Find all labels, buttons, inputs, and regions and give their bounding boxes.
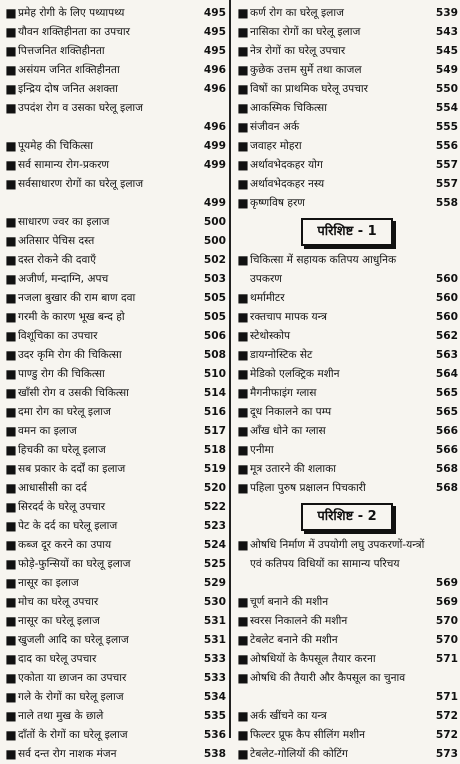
- bullet-icon: ■: [237, 101, 249, 115]
- entry-page-number: 496: [203, 83, 226, 95]
- entry-title: दस्त रोकने की दवाएँ: [18, 254, 96, 266]
- entry-title: थर्मामीटर: [250, 292, 285, 304]
- entry-page-number: 571: [435, 653, 458, 665]
- entry-page-number: 508: [203, 349, 226, 361]
- index-entry: [236, 536, 458, 593]
- entry-title: मेडिको एलक्ट्रिक मशीन: [250, 368, 340, 380]
- entry-title: वमन का इलाज: [18, 425, 77, 437]
- bullet-icon: ■: [5, 234, 17, 248]
- bullet-icon: ■: [5, 310, 17, 324]
- entry-title: विशूचिका का उपचार: [18, 330, 98, 342]
- bullet-icon: ■: [237, 63, 249, 77]
- index-entry: [4, 251, 226, 270]
- bullet-icon: ■: [237, 82, 249, 96]
- entry-title: दाँतों के रोगों का घरेलू इलाज: [18, 729, 128, 741]
- index-entry: [4, 61, 226, 80]
- entry-title: प्रमेह रोगी के लिए पथ्यापथ्य: [18, 7, 125, 19]
- entry-title: नेत्र रोगों का घरेलू उपचार: [250, 45, 346, 57]
- index-entry: [4, 574, 226, 593]
- bullet-icon: ■: [237, 633, 249, 647]
- entry-page-number: 569: [435, 577, 458, 589]
- bullet-icon: ■: [237, 481, 249, 495]
- entry-title: नासूर का घरेलू इलाज: [18, 615, 100, 627]
- entry-page-number: 566: [435, 425, 458, 437]
- index-entry: [4, 42, 226, 61]
- index-entry: [4, 213, 226, 232]
- index-entry: [236, 23, 458, 42]
- index-entry: [4, 4, 226, 23]
- entry-page-number: 563: [435, 349, 458, 361]
- index-entry: [4, 422, 226, 441]
- entry-page-number: 502: [203, 254, 226, 266]
- entry-title: कब्ज दूर करने का उपाय: [18, 539, 112, 551]
- bullet-icon: ■: [237, 25, 249, 39]
- index-entry: [4, 498, 226, 517]
- entry-title: चिकित्सा में सहायक कतिपय आधुनिक उपकरण: [250, 254, 397, 285]
- bullet-icon: ■: [5, 671, 17, 685]
- bullet-icon: ■: [5, 633, 17, 647]
- entry-title: नजला बुखार की राम बाण दवा: [18, 292, 136, 304]
- entry-page-number: 499: [203, 197, 226, 209]
- entry-title: टेबलेट बनाने की मशीन: [250, 634, 338, 646]
- index-entry: [4, 669, 226, 688]
- entry-page-number: 510: [203, 368, 226, 380]
- appendix-2-heading-wrap: [236, 500, 458, 534]
- index-entry: [4, 232, 226, 251]
- bullet-icon: ■: [5, 25, 17, 39]
- bullet-icon: ■: [5, 6, 17, 20]
- bullet-icon: ■: [237, 158, 249, 172]
- entry-title: अर्थावभेदकहर नस्य: [250, 178, 325, 190]
- index-entry: [4, 460, 226, 479]
- entry-page-number: 531: [203, 634, 226, 646]
- index-entry: [236, 99, 458, 118]
- bullet-icon: ■: [5, 291, 17, 305]
- entry-title: नाले तथा मुख के छाले: [18, 710, 104, 722]
- index-entry: [4, 517, 226, 536]
- appendix-2-heading: परिशिष्ट - 2: [301, 503, 392, 531]
- bullet-icon: ■: [5, 538, 17, 552]
- appendix-1-list: [236, 251, 458, 498]
- entry-title: आधासीसी का दर्द: [18, 482, 87, 494]
- entry-page-number: 529: [203, 577, 226, 589]
- bullet-icon: ■: [237, 329, 249, 343]
- index-entry: [236, 175, 458, 194]
- index-entry: [236, 118, 458, 137]
- bullet-icon: ■: [5, 367, 17, 381]
- index-entry: [4, 23, 226, 42]
- left-column: [4, 4, 226, 764]
- index-entry: [4, 346, 226, 365]
- entry-page-number: 517: [203, 425, 226, 437]
- entry-page-number: 572: [435, 729, 458, 741]
- entry-title: गरमी के कारण भूख बन्द हो: [18, 311, 125, 323]
- entry-page-number: 572: [435, 710, 458, 722]
- entry-page-number: 534: [203, 691, 226, 703]
- appendix-1-heading-wrap: [236, 215, 458, 249]
- bullet-icon: ■: [5, 500, 17, 514]
- entry-page-number: 505: [203, 311, 226, 323]
- entry-title: असंयम जनित शक्तिहीनता: [18, 64, 120, 76]
- bullet-icon: ■: [5, 462, 17, 476]
- entry-page-number: 549: [435, 64, 458, 76]
- bullet-icon: ■: [5, 690, 17, 704]
- index-entry: [236, 726, 458, 745]
- entry-page-number: 523: [203, 520, 226, 532]
- index-entry: [4, 688, 226, 707]
- entry-page-number: 506: [203, 330, 226, 342]
- index-entry: [236, 479, 458, 498]
- bullet-icon: ■: [237, 728, 249, 742]
- index-entry: [236, 61, 458, 80]
- entry-page-number: 535: [203, 710, 226, 722]
- index-entry: [4, 536, 226, 555]
- entry-title: पेट के दर्द का घरेलू इलाज: [18, 520, 118, 532]
- bullet-icon: ■: [237, 709, 249, 723]
- entry-title: संजीवन अर्क: [250, 121, 300, 133]
- bullet-icon: ■: [237, 671, 249, 685]
- entry-title: एकोता या छाजन का उपचार: [18, 672, 127, 684]
- entry-page-number: 550: [435, 83, 458, 95]
- entry-title: स्टेथोस्कोप: [250, 330, 290, 342]
- index-entry: [4, 327, 226, 346]
- index-entry: [236, 80, 458, 99]
- entry-title: चूर्ण बनाने की मशीन: [250, 596, 329, 608]
- entry-title: अतिसार पेचिस दस्त: [18, 235, 95, 247]
- entry-title: दूध निकालने का पम्प: [250, 406, 332, 418]
- index-entry: [236, 137, 458, 156]
- entry-page-number: 557: [435, 159, 458, 171]
- entry-title: खुजली आदि का घरेलू इलाज: [18, 634, 129, 646]
- entry-page-number: 503: [203, 273, 226, 285]
- entry-page-number: 560: [435, 273, 458, 285]
- bullet-icon: ■: [5, 519, 17, 533]
- entry-page-number: 525: [203, 558, 226, 570]
- entry-page-number: 522: [203, 501, 226, 513]
- bullet-icon: ■: [237, 310, 249, 324]
- bullet-icon: ■: [5, 177, 17, 191]
- bullet-icon: ■: [5, 63, 17, 77]
- entry-title: ओषधियों के कैपसूल तैयार करना: [250, 653, 376, 665]
- entry-title: पाण्डु रोग की चिकित्सा: [18, 368, 105, 380]
- index-entry: [4, 631, 226, 650]
- appendix-1-heading: परिशिष्ट - 1: [301, 218, 392, 246]
- index-entry: [236, 422, 458, 441]
- bullet-icon: ■: [5, 139, 17, 153]
- entry-title: दाद का घरेलू उपचार: [18, 653, 97, 665]
- index-entry: [236, 441, 458, 460]
- bullet-icon: ■: [5, 215, 17, 229]
- index-entry: [236, 707, 458, 726]
- entry-page-number: 530: [203, 596, 226, 608]
- index-entry: [4, 270, 226, 289]
- bullet-icon: ■: [5, 443, 17, 457]
- entry-page-number: 519: [203, 463, 226, 475]
- bullet-icon: ■: [237, 291, 249, 305]
- entry-page-number: 568: [435, 482, 458, 494]
- entry-page-number: 570: [435, 615, 458, 627]
- entry-title: कर्ण रोग का घरेलू इलाज: [250, 7, 344, 19]
- index-entry: [4, 137, 226, 156]
- index-entry: [236, 156, 458, 175]
- index-entry: [4, 441, 226, 460]
- index-entry: [4, 593, 226, 612]
- index-entry: [4, 289, 226, 308]
- index-entry: [4, 555, 226, 574]
- entry-title: रक्तचाप मापक यन्त्र: [250, 311, 327, 323]
- bullet-icon: ■: [237, 424, 249, 438]
- entry-page-number: 570: [435, 634, 458, 646]
- entry-title: मैगनीफाइंग ग्लास: [250, 387, 317, 399]
- bullet-icon: ■: [5, 728, 17, 742]
- entry-title: यौवन शक्तिहीनता का उपचार: [18, 26, 130, 38]
- bullet-icon: ■: [5, 101, 17, 115]
- entry-title: एनीमा: [250, 444, 274, 456]
- right-top-list: [236, 4, 458, 213]
- entry-page-number: 516: [203, 406, 226, 418]
- entry-title: आँख धोने का ग्लास: [250, 425, 326, 437]
- bullet-icon: ■: [5, 82, 17, 96]
- index-entry: [236, 669, 458, 707]
- entry-title: आकस्मिक चिकित्सा: [250, 102, 327, 114]
- bullet-icon: ■: [237, 139, 249, 153]
- entry-title: जवाहर मोहरा: [250, 140, 302, 152]
- entry-title: सब प्रकार के दर्दों का इलाज: [18, 463, 126, 475]
- index-entry: [4, 650, 226, 669]
- index-entry: [236, 745, 458, 764]
- entry-page-number: 505: [203, 292, 226, 304]
- bullet-icon: ■: [5, 557, 17, 571]
- bullet-icon: ■: [237, 405, 249, 419]
- index-entry: [236, 460, 458, 479]
- entry-title: स्वरस निकालने की मशीन: [250, 615, 348, 627]
- entry-title: पित्तजनित शक्तिहीनता: [18, 45, 105, 57]
- index-entry: [4, 156, 226, 175]
- bullet-icon: ■: [237, 348, 249, 362]
- index-entry: [236, 42, 458, 61]
- entry-title: पहिला पुरुष प्रक्षालन पिचकारी: [250, 482, 366, 494]
- entry-page-number: 569: [435, 596, 458, 608]
- entry-title: नासिका रोगों का घरेलू इलाज: [250, 26, 361, 38]
- bullet-icon: ■: [237, 652, 249, 666]
- entry-page-number: 536: [203, 729, 226, 741]
- bullet-icon: ■: [237, 44, 249, 58]
- index-entry: [4, 365, 226, 384]
- bullet-icon: ■: [237, 747, 249, 761]
- entry-page-number: 524: [203, 539, 226, 551]
- entry-page-number: 533: [203, 653, 226, 665]
- entry-title: अर्थावभेदकहर योग: [250, 159, 323, 171]
- entry-page-number: 495: [203, 45, 226, 57]
- entry-title: मोच का घरेलू उपचार: [18, 596, 99, 608]
- bullet-icon: ■: [237, 367, 249, 381]
- bullet-icon: ■: [5, 405, 17, 419]
- index-entry: [236, 327, 458, 346]
- index-entry: [236, 365, 458, 384]
- entry-title: ओषधि निर्माण में उपयोगी लघु उपकरणों-यन्त्रों एवं कतिपय विधियों का सामान्य परिचय: [250, 539, 425, 570]
- entry-page-number: 520: [203, 482, 226, 494]
- bullet-icon: ■: [237, 6, 249, 20]
- entry-title: विषों का प्राथमिक घरेलू उपचार: [250, 83, 369, 95]
- entry-page-number: 496: [203, 64, 226, 76]
- index-entry: [236, 631, 458, 650]
- entry-title: सर्वसाधारण रोगों का घरेलू इलाज: [18, 178, 144, 190]
- index-entry: [236, 251, 458, 289]
- index-entry: [4, 707, 226, 726]
- entry-page-number: 514: [203, 387, 226, 399]
- index-entry: [4, 175, 226, 213]
- entry-page-number: 558: [435, 197, 458, 209]
- bullet-icon: ■: [237, 177, 249, 191]
- index-entry: [4, 726, 226, 745]
- entry-title: अजीर्ण, मन्दाग्नि, अपच: [18, 273, 109, 285]
- entry-title: कुछेक उत्तम सुर्मे तथा काजल: [250, 64, 362, 76]
- entry-page-number: 568: [435, 463, 458, 475]
- entry-title: साधारण ज्वर का इलाज: [18, 216, 110, 228]
- index-entry: [4, 745, 226, 764]
- entry-page-number: 560: [435, 311, 458, 323]
- entry-page-number: 565: [435, 387, 458, 399]
- bullet-icon: ■: [5, 576, 17, 590]
- entry-page-number: 499: [203, 140, 226, 152]
- entry-page-number: 533: [203, 672, 226, 684]
- entry-title: पूयमेह की चिकित्सा: [18, 140, 94, 152]
- entry-title: गले के रोगों का घरेलू इलाज: [18, 691, 124, 703]
- bullet-icon: ■: [5, 709, 17, 723]
- entry-title: फिल्टर प्रूफ कैप सीलिंग मशीन: [250, 729, 365, 741]
- index-entry: [4, 403, 226, 422]
- bullet-icon: ■: [5, 272, 17, 286]
- index-entry: [236, 4, 458, 23]
- entry-title: सर्व सामान्य रोग-प्रकरण: [18, 159, 110, 171]
- entry-page-number: 543: [435, 26, 458, 38]
- entry-page-number: 500: [203, 235, 226, 247]
- bullet-icon: ■: [237, 443, 249, 457]
- index-entry: [236, 308, 458, 327]
- entry-page-number: 495: [203, 7, 226, 19]
- entry-title: उपदंश रोग व उसका घरेलू इलाज: [18, 102, 144, 114]
- entry-page-number: 565: [435, 406, 458, 418]
- entry-title: मूत्र उतारने की शलाका: [250, 463, 336, 475]
- entry-page-number: 571: [435, 691, 458, 703]
- bullet-icon: ■: [5, 158, 17, 172]
- index-entry: [236, 289, 458, 308]
- bullet-icon: ■: [237, 595, 249, 609]
- entry-page-number: 573: [435, 748, 458, 760]
- entry-page-number: 566: [435, 444, 458, 456]
- entry-page-number: 562: [435, 330, 458, 342]
- bullet-icon: ■: [5, 348, 17, 362]
- bullet-icon: ■: [237, 386, 249, 400]
- entry-page-number: 556: [435, 140, 458, 152]
- entry-page-number: 554: [435, 102, 458, 114]
- bullet-icon: ■: [5, 424, 17, 438]
- bullet-icon: ■: [5, 253, 17, 267]
- entry-title: टेबलेट-गोलियों की कोटिंग: [250, 748, 348, 760]
- entry-page-number: 531: [203, 615, 226, 627]
- bullet-icon: ■: [237, 253, 249, 267]
- bullet-icon: ■: [237, 196, 249, 210]
- index-entry: [4, 308, 226, 327]
- index-entry: [236, 612, 458, 631]
- index-entry: [236, 346, 458, 365]
- entry-page-number: 518: [203, 444, 226, 456]
- bullet-icon: ■: [5, 386, 17, 400]
- entry-title: डायग्नोस्टिक सेट: [250, 349, 313, 361]
- index-entry: [236, 593, 458, 612]
- entry-page-number: 557: [435, 178, 458, 190]
- entry-page-number: 495: [203, 26, 226, 38]
- entry-page-number: 499: [203, 159, 226, 171]
- index-entry: [236, 650, 458, 669]
- appendix-2-list: [236, 536, 458, 764]
- index-entry: [4, 384, 226, 403]
- entry-title: कृष्णविष हरण: [250, 197, 305, 209]
- index-entry: [236, 384, 458, 403]
- entry-title: नासूर का इलाज: [18, 577, 79, 589]
- entry-title: उदर कृमि रोग की चिकित्सा: [18, 349, 122, 361]
- entry-page-number: 500: [203, 216, 226, 228]
- bullet-icon: ■: [5, 747, 17, 761]
- index-entry: [4, 479, 226, 498]
- entry-title: अर्क खींचने का यन्त्र: [250, 710, 327, 722]
- index-entry: [236, 194, 458, 213]
- bullet-icon: ■: [5, 614, 17, 628]
- bullet-icon: ■: [5, 481, 17, 495]
- index-entry: [4, 80, 226, 99]
- index-entry: [4, 99, 226, 137]
- entry-page-number: 496: [203, 121, 226, 133]
- bullet-icon: ■: [237, 614, 249, 628]
- entry-title: दमा रोग का घरेलू इलाज: [18, 406, 111, 418]
- bullet-icon: ■: [5, 595, 17, 609]
- entry-title: सिरदर्द के घरेलू उपचार: [18, 501, 106, 513]
- bullet-icon: ■: [237, 462, 249, 476]
- bullet-icon: ■: [237, 120, 249, 134]
- index-entry: [4, 612, 226, 631]
- bullet-icon: ■: [5, 44, 17, 58]
- bullet-icon: ■: [5, 329, 17, 343]
- entry-title: फोड़े-फुन्सियों का घरेलू इलाज: [18, 558, 131, 570]
- bullet-icon: ■: [5, 652, 17, 666]
- entry-title: सर्व दन्त रोग नाशक मंजन: [18, 748, 117, 760]
- index-entry: [236, 403, 458, 422]
- column-divider: [229, 0, 231, 738]
- entry-page-number: 545: [435, 45, 458, 57]
- entry-page-number: 539: [435, 7, 458, 19]
- entry-title: हिचकी का घरेलू इलाज: [18, 444, 106, 456]
- right-column: [236, 4, 458, 764]
- entry-title: खाँसी रोग व उसकी चिकित्सा: [18, 387, 129, 399]
- bullet-icon: ■: [237, 538, 249, 552]
- entry-title: इन्द्रिय दोष जनित अशक्ता: [18, 83, 118, 95]
- entry-page-number: 555: [435, 121, 458, 133]
- entry-page-number: 560: [435, 292, 458, 304]
- entry-page-number: 564: [435, 368, 458, 380]
- entry-title: ओषधि की तैयारी और कैपसूल का चुनाव: [250, 672, 406, 684]
- entry-page-number: 538: [203, 748, 226, 760]
